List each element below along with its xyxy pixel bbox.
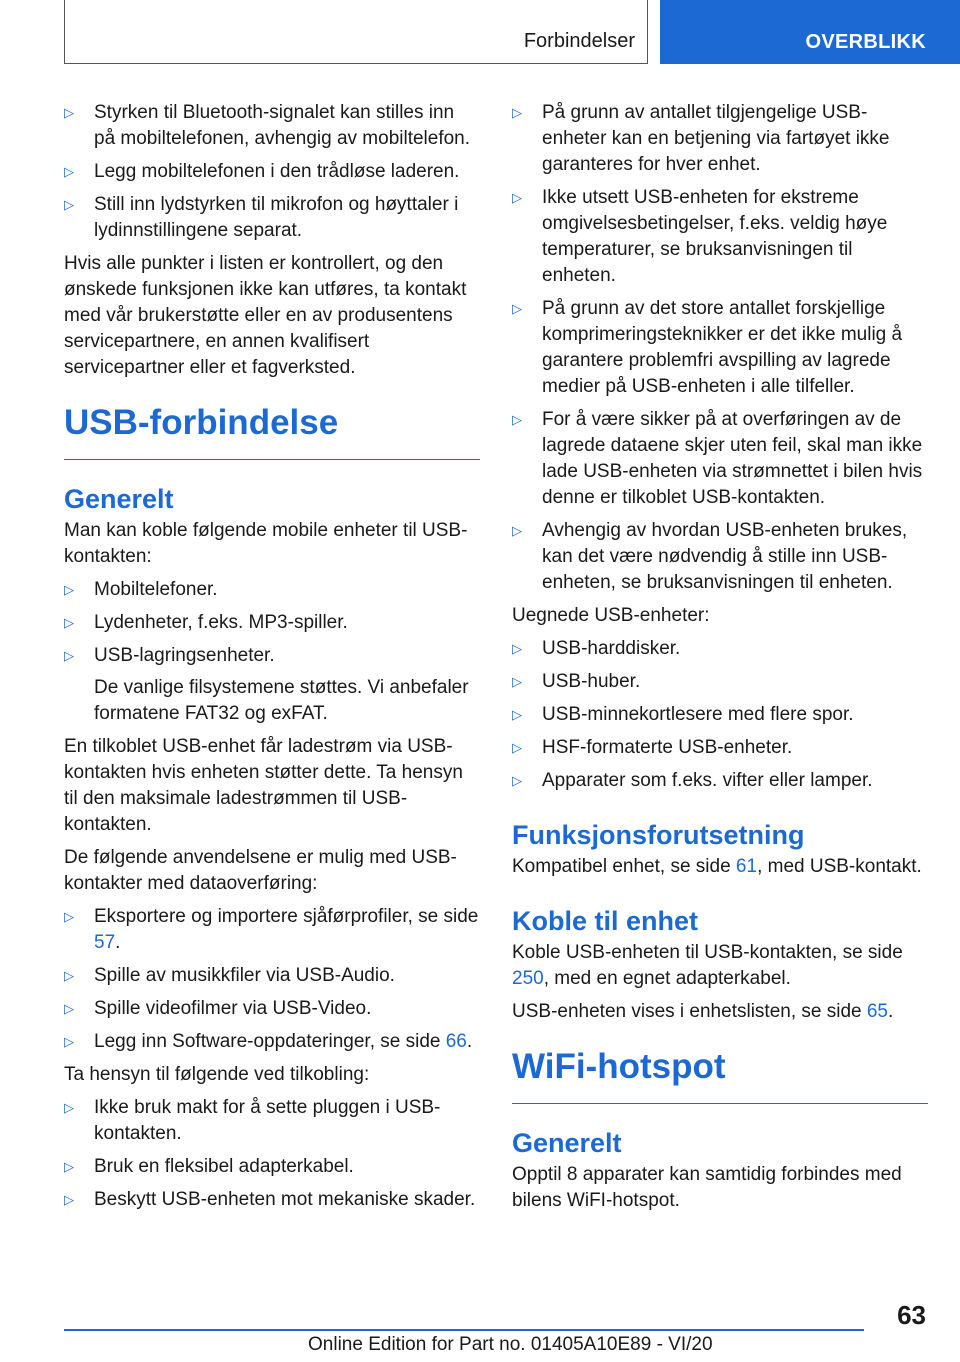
paragraph-charge: En tilkoblet USB-enhet får ladestrøm via USB-kontakten hvis enheten støtter dette. Ta hensyn til den maksimale ladestrømmen til USB-kontakten. [64, 736, 463, 835]
list-item: ▷ Still inn lydstyrken til mikrofon og høyttaler i lydinnstillingene separat. [64, 194, 459, 241]
triangle-bullet-icon: ▷ [512, 641, 522, 656]
list-item: ▷ På grunn av det store antallet forskjellige komprimeringsteknikker er det ikke mulig å garantere problemfri avspilling av lagrede medier på USB-enheten i alle tilfeller. [512, 298, 903, 397]
paragraph-devices: Man kan koble følgende mobile enheter til USB-kontakten: [64, 520, 468, 567]
list-item: ▷ Apparater som f.eks. vifter eller lamper. [512, 768, 928, 794]
triangle-bullet-icon: ▷ [512, 105, 522, 120]
list-item: ▷ USB-minnekortlesere med flere spor. [512, 702, 928, 728]
triangle-bullet-icon: ▷ [512, 190, 522, 205]
list-item: ▷ Ikke utsett USB-enheten for ekstreme omgivelsesbetingelser, f.eks. veldig høye temperaturer, se bruksanvisningen til enheten. [512, 187, 888, 286]
heading-wifi-hotspot: WiFi-hotspot [512, 1047, 928, 1104]
heading-function-requirement: Funksjonsforutsetning [512, 820, 805, 850]
triangle-bullet-icon: ▷ [512, 773, 522, 788]
page-number: 63 [897, 1300, 926, 1330]
triangle-bullet-icon: ▷ [512, 740, 522, 755]
paragraph-connect: Ta hensyn til følgende ved tilkobling: [64, 1064, 370, 1085]
page-link[interactable]: 57 [94, 932, 116, 953]
list-item: ▷ Styrken til Bluetooth-signalet kan stilles inn på mobiltelefonen, avhengig av mobiltelefon. [64, 102, 471, 149]
triangle-bullet-icon: ▷ [64, 648, 74, 663]
page-link[interactable]: 66 [445, 1031, 467, 1052]
list-item: ▷ Spille videofilmer via USB-Video. [64, 996, 480, 1022]
paragraph-function: Kompatibel enhet, se side 61, med USB-kontakt. [512, 856, 922, 877]
triangle-bullet-icon: ▷ [512, 301, 522, 316]
left-column [64, 100, 480, 1220]
devices-note: De vanlige filsystemene støttes. Vi anbefaler formatene FAT32 og exFAT. [94, 677, 469, 724]
list-item: ▷ Mobiltelefoner. [64, 577, 480, 603]
triangle-bullet-icon: ▷ [64, 615, 74, 630]
paragraph-wifi: Opptil 8 apparater kan samtidig forbindes med bilens WiFI-hotspot. [512, 1164, 902, 1211]
triangle-bullet-icon: ▷ [64, 1034, 74, 1049]
paragraph-connect-device: Koble USB-enheten til USB-kontakten, se side 250, med en egnet adapterkabel. [512, 942, 903, 989]
paragraph-device-list: USB-enheten vises i enhetslisten, se side 65. [512, 1001, 894, 1022]
list-item: ▷ Bruk en fleksibel adapterkabel. [64, 1154, 480, 1180]
list-item: ▷ Beskytt USB-enheten mot mekaniske skader. [64, 1187, 480, 1213]
page-link[interactable]: 61 [735, 856, 758, 877]
triangle-bullet-icon: ▷ [64, 968, 74, 983]
triangle-bullet-icon: ▷ [512, 412, 522, 427]
triangle-bullet-icon: ▷ [64, 1100, 74, 1115]
list-item: ▷ USB-lagringsenheter. De vanlige filsystemene støttes. Vi anbefaler formatene FAT32 og exFAT. [64, 643, 480, 727]
triangle-bullet-icon: ▷ [512, 523, 522, 538]
header-breadcrumb-box [64, 0, 648, 64]
paragraph-contact: Hvis alle punkter i listen er kontrollert, og den ønskede funksjonen ikke kan utføres, ta kontakt med vår brukerstøtte eller en av produsentens servicepartnere, en annen kvalifisert servicepartner eller et fagverksted. [64, 253, 467, 378]
triangle-bullet-icon: ▷ [64, 909, 74, 924]
triangle-bullet-icon: ▷ [64, 164, 74, 179]
footer-divider [64, 1329, 864, 1331]
list-item: ▷ USB-huber. [512, 669, 928, 695]
edition-note: Online Edition for Part no. 01405A10E89 - VI/20 [308, 1334, 713, 1355]
list-item: ▷ Lydenheter, f.eks. MP3-spiller. [64, 610, 480, 636]
triangle-bullet-icon: ▷ [64, 105, 74, 120]
list-item: ▷ Legg inn Software-oppdateringer, se side 66. [64, 1029, 480, 1055]
tab-overview-label: OVERBLIKK [805, 31, 926, 53]
triangle-bullet-icon: ▷ [64, 1192, 74, 1207]
paragraph-unsuitable: Uegnede USB-enheter: [512, 605, 710, 626]
heading-general: Generelt [64, 484, 174, 514]
triangle-bullet-icon: ▷ [64, 1159, 74, 1174]
triangle-bullet-icon: ▷ [512, 674, 522, 689]
heading-usb-connection: USB-forbindelse [64, 403, 480, 460]
triangle-bullet-icon: ▷ [64, 582, 74, 597]
heading-connect-device: Koble til enhet [512, 906, 699, 936]
list-item: ▷ Avhengig av hvordan USB-enheten brukes, kan det være nødvendig å stille inn USB-enheten, se bruksanvisningen til enheten. [512, 520, 908, 593]
list-item: ▷ Spille av musikkfiler via USB-Audio. [64, 963, 480, 989]
list-item: ▷ Legg mobiltelefonen i den trådløse laderen. [64, 159, 480, 185]
page-link[interactable]: 250 [512, 968, 544, 989]
list-item: ▷ For å være sikker på at overføringen av de lagrede dataene skjer uten feil, skal man ikke lade USB-enheten via strømnettet i bilen hvis denne er tilkoblet USB-kontakten. [512, 409, 923, 508]
triangle-bullet-icon: ▷ [512, 707, 522, 722]
list-item: ▷ HSF-formaterte USB-enheter. [512, 735, 928, 761]
list-item: ▷ På grunn av antallet tilgjengelige USB-enheter kan en betjening via fartøyet ikke garanteres for hver enhet. [512, 102, 890, 175]
list-item: ▷ Eksportere og importere sjåførprofiler, se side 57. [64, 906, 479, 953]
heading-general: Generelt [512, 1128, 622, 1158]
triangle-bullet-icon: ▷ [64, 1001, 74, 1016]
list-item: ▷ Ikke bruk makt for å sette pluggen i USB-kontakten. [64, 1097, 441, 1144]
triangle-bullet-icon: ▷ [64, 197, 74, 212]
right-column [512, 100, 928, 1221]
breadcrumb[interactable]: Forbindelser [523, 30, 635, 52]
paragraph-uses: De følgende anvendelsene er mulig med USB-kontakter med dataoverføring: [64, 847, 457, 894]
list-item: ▷ USB-harddisker. [512, 636, 928, 662]
tab-overview[interactable] [660, 0, 960, 64]
page-link[interactable]: 65 [866, 1001, 888, 1022]
